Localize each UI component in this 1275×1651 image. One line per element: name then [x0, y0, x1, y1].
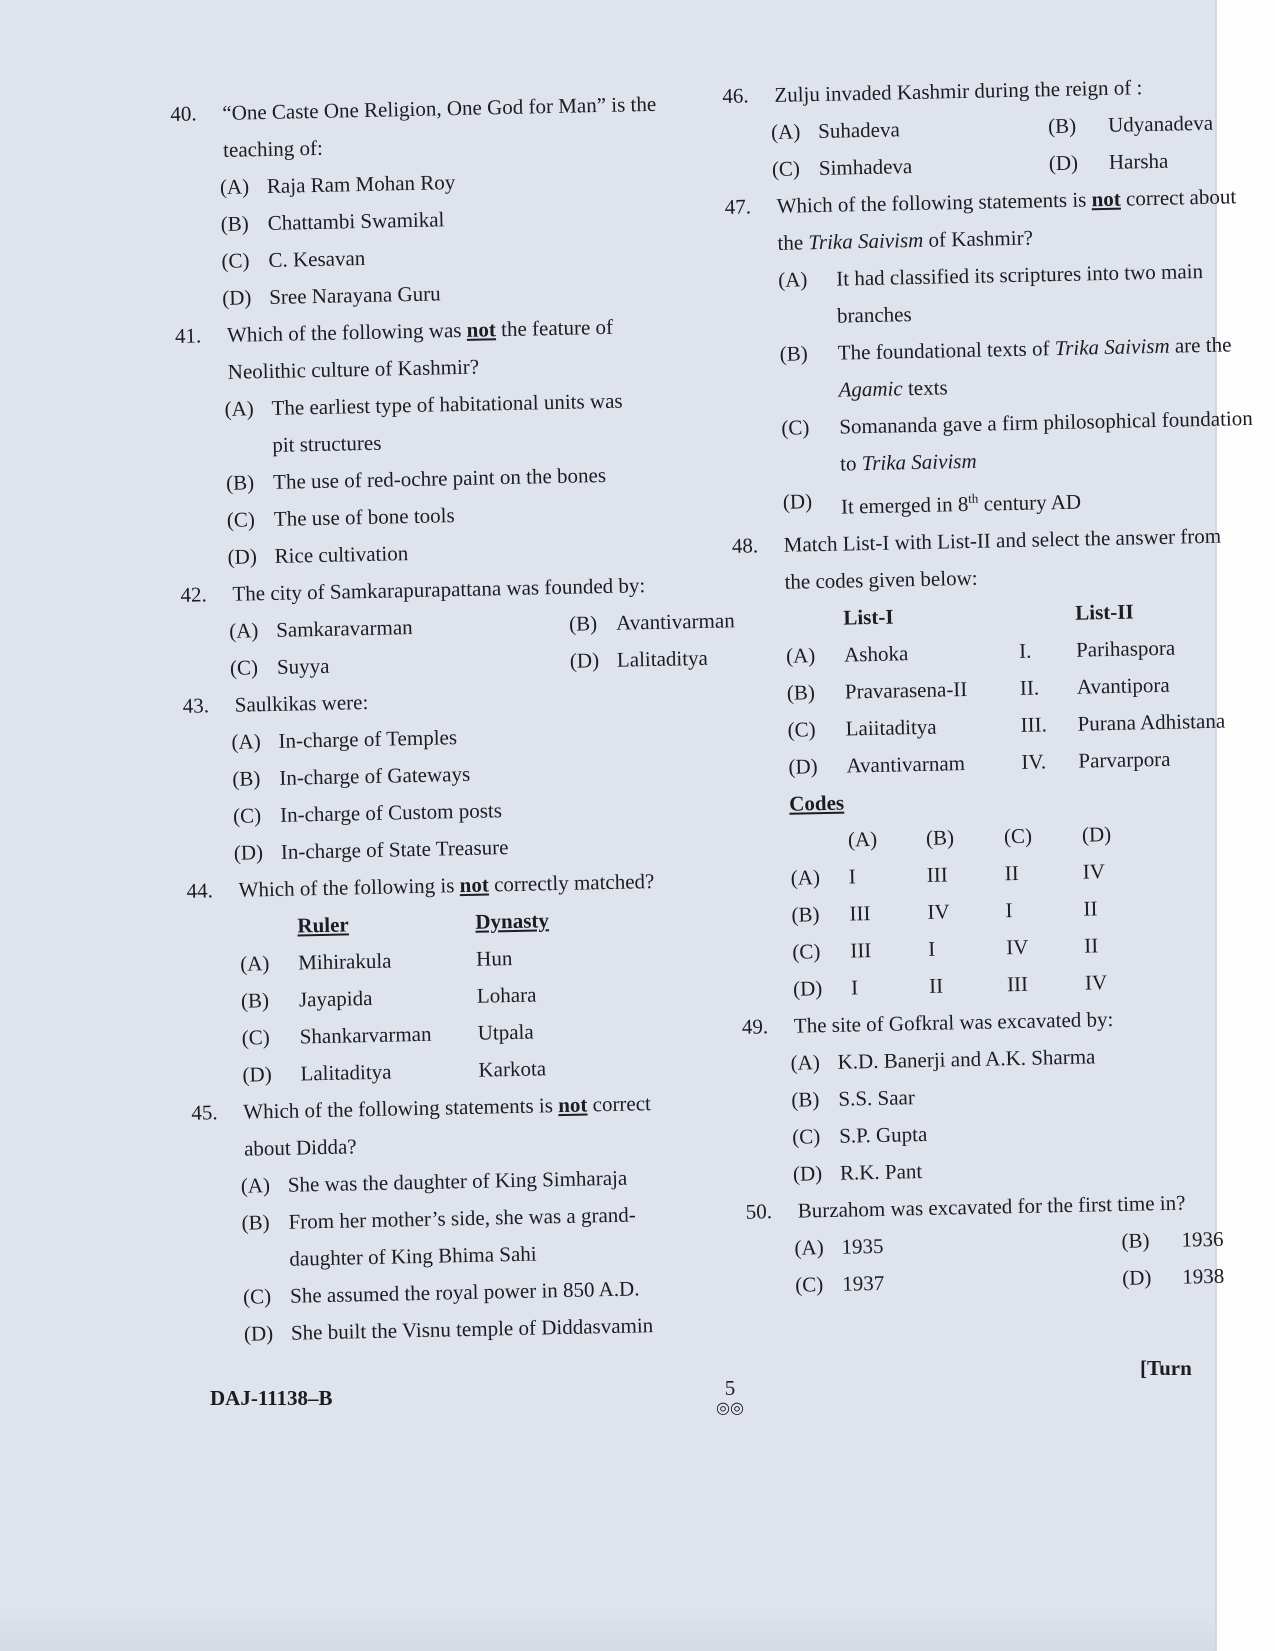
- option-text: daughter of King Bhima Sahi: [289, 1241, 537, 1271]
- option-label: (D): [233, 840, 264, 865]
- option-label: (D): [242, 1062, 272, 1087]
- option-text: Samkaravarman: [275, 615, 413, 642]
- option-text: Raja Ram Mohan Roy: [266, 170, 456, 198]
- dynasty-cell: Utpala: [477, 1019, 534, 1045]
- option-label: (A): [777, 267, 808, 292]
- ruler-cell: Shankarvarman: [299, 1021, 432, 1049]
- option-label: (A): [794, 1235, 824, 1260]
- option-text: It had classified its scriptures into two main: [835, 258, 1204, 291]
- option-label: (C): [791, 1124, 821, 1149]
- option-text: Harsha: [1108, 148, 1169, 174]
- code-cell: IV: [927, 899, 950, 924]
- option-label: (A): [790, 1050, 821, 1075]
- option-text: R.K. Pant: [839, 1159, 923, 1185]
- code-cell: II: [928, 973, 944, 998]
- match-list-table: [785, 592, 1226, 786]
- ornament-icon: ◎◎: [716, 1400, 744, 1417]
- code-cell: III: [849, 901, 871, 926]
- list1-item: Laiitaditya: [845, 714, 937, 741]
- option-text: branches: [836, 302, 912, 328]
- option-text: C. Kesavan: [268, 245, 366, 272]
- option-label: (A): [790, 865, 821, 890]
- code-cell: I: [848, 864, 857, 889]
- option-label: (C): [226, 507, 256, 532]
- option-label: (D): [1048, 150, 1079, 176]
- option-label: (A): [231, 729, 261, 754]
- option-label: (D): [792, 976, 823, 1001]
- table-row: [240, 939, 550, 982]
- question-text: correct: [587, 1091, 652, 1117]
- code-cell: I: [928, 936, 936, 961]
- option-label: (A): [219, 174, 250, 199]
- code-header: (D): [1081, 822, 1112, 847]
- page-number-block: [716, 1376, 744, 1417]
- option-label: (C): [232, 803, 262, 828]
- code-header: (A): [847, 826, 878, 852]
- option-text: Lalitaditya: [616, 645, 709, 672]
- question-number: 46.: [722, 83, 749, 108]
- ruler-cell: Mihirakula: [297, 948, 392, 975]
- option-text: 1938: [1181, 1263, 1225, 1289]
- codes-heading: Codes: [788, 790, 845, 816]
- question-text: Which of the following statements is: [776, 187, 1092, 218]
- option-label: (B): [1047, 113, 1077, 139]
- emphasis-not: not: [459, 872, 490, 898]
- option-label: (C): [787, 717, 816, 742]
- question-45: [191, 1083, 752, 1169]
- option-text: She built the Visnu temple of Diddasvamin: [290, 1313, 654, 1345]
- question-48: [731, 517, 1272, 602]
- list2-num: I.: [1018, 638, 1032, 663]
- question-text: Which of the following statements is: [243, 1093, 559, 1124]
- option-text: The foundational texts of: [837, 336, 1055, 365]
- ruler-dynasty-table: [239, 902, 552, 1093]
- option-text: Simhadeva: [818, 154, 913, 180]
- question-41: [175, 306, 736, 392]
- question-number: 48.: [731, 533, 759, 558]
- option-label: (D): [782, 489, 813, 514]
- option-text: The use of bone tools: [273, 503, 455, 531]
- question-number: 43.: [182, 693, 210, 718]
- option-label: (B): [568, 611, 598, 636]
- option-label: (D): [792, 1161, 823, 1186]
- question-text: Which of the following was: [226, 317, 467, 347]
- question-text: the codes given below:: [784, 565, 978, 594]
- question-number: 49.: [741, 1014, 769, 1039]
- code-cell: II: [1083, 933, 1099, 958]
- option-text: In-charge of State Treasure: [280, 835, 509, 864]
- list2-num: III.: [1020, 712, 1048, 737]
- code-cell: I: [1005, 898, 1013, 923]
- question-number: 47.: [724, 194, 752, 219]
- option-label: (A): [224, 396, 254, 421]
- option-label: (B): [1121, 1228, 1150, 1253]
- option-label: (A): [239, 951, 270, 976]
- question-text: Neolithic culture of Kashmir?: [227, 354, 480, 384]
- option-text: 1937: [842, 1270, 885, 1296]
- option-text: pit structures: [272, 430, 382, 457]
- option-label: (C): [781, 415, 810, 440]
- question-text: Match List-I with List-II and select the answer from: [783, 523, 1222, 557]
- option-text: 1935: [841, 1233, 884, 1259]
- option-label: (B): [786, 680, 816, 705]
- option-label: (B): [240, 988, 270, 1013]
- question-text: “One Caste One Religion, One God for Man” is the: [222, 91, 657, 125]
- turn-over-note: [Turn: [1140, 1356, 1192, 1380]
- option-text: Sree Narayana Guru: [268, 281, 441, 309]
- option-label: (B): [232, 766, 261, 791]
- question-text: correctly matched?: [488, 869, 655, 897]
- option-text: texts: [902, 375, 948, 401]
- option-text: S.S. Saar: [838, 1085, 916, 1111]
- option-label: (D): [1121, 1265, 1152, 1290]
- question-number: 40.: [170, 101, 197, 126]
- option-label: (D): [227, 544, 258, 569]
- question-text: Saulkikas were:: [234, 689, 369, 717]
- option-text: K.D. Banerji and A.K. Sharma: [837, 1044, 1096, 1074]
- code-cell: IV: [1084, 970, 1108, 995]
- ruler-cell: Jayapida: [298, 985, 373, 1012]
- list2-item: Parvarpora: [1078, 746, 1171, 773]
- option-label: (D): [243, 1321, 274, 1346]
- code-cell: IV: [1006, 934, 1029, 960]
- option-label: (B): [791, 902, 820, 927]
- option-text: It emerged in 8: [840, 491, 969, 519]
- option-text: In-charge of Custom posts: [279, 798, 503, 827]
- option-text: century AD: [978, 489, 1082, 516]
- option-label: (A): [240, 1173, 271, 1198]
- question-number: 45.: [191, 1100, 218, 1125]
- code-cell: III: [1006, 971, 1029, 997]
- dynasty-cell: Lohara: [476, 982, 537, 1008]
- option-text-italic: Agamic: [838, 376, 903, 402]
- option-text: Avantivarman: [615, 608, 735, 635]
- list2-num: IV.: [1021, 749, 1047, 774]
- option-label: (C): [792, 939, 821, 964]
- option-text: to: [839, 451, 862, 476]
- right-column: [722, 67, 1275, 1305]
- option-text: Udyanadeva: [1107, 110, 1214, 137]
- option-label: (C): [771, 156, 801, 181]
- left-column: [170, 84, 759, 1353]
- option-label: (C): [242, 1284, 272, 1309]
- table-row: [241, 976, 551, 1019]
- option-label: (C): [221, 248, 250, 273]
- option-label: (A): [770, 119, 801, 144]
- list2-num: II.: [1019, 675, 1040, 700]
- list1-item: Avantivarnam: [846, 751, 966, 778]
- option-text: Suhadeva: [817, 117, 901, 143]
- column-header-ruler: Ruler: [297, 912, 349, 938]
- option-text-italic: Trika Saivism: [1054, 333, 1170, 361]
- question-text: Which of the following is: [238, 873, 460, 902]
- option-text: In-charge of Temples: [278, 725, 458, 753]
- code-cell: I: [850, 975, 859, 1000]
- column-header-dynasty: Dynasty: [475, 908, 550, 934]
- code-header: (B): [925, 825, 955, 850]
- question-40: [170, 84, 731, 170]
- option-text: Suyya: [276, 653, 330, 679]
- code-cell: III: [926, 862, 948, 887]
- ruler-cell: Lalitaditya: [300, 1059, 392, 1086]
- question-number: 41.: [174, 323, 202, 348]
- option-label: (B): [225, 470, 255, 495]
- superscript: th: [968, 490, 979, 506]
- list2-item: Purana Adhistana: [1077, 708, 1226, 736]
- option-text: Rice cultivation: [274, 541, 409, 568]
- option-label: (C): [241, 1025, 270, 1050]
- option-text: 1936: [1181, 1226, 1224, 1252]
- question-text: about Didda?: [243, 1134, 357, 1161]
- emphasis-not: not: [1091, 186, 1122, 212]
- question-number: 42.: [180, 582, 207, 607]
- option-label: (B): [241, 1210, 270, 1235]
- emphasis-not: not: [466, 317, 497, 342]
- option-text: are the: [1169, 332, 1232, 358]
- question-number: 50.: [745, 1199, 773, 1224]
- question-number: 44.: [186, 878, 214, 903]
- code-cell: II: [1083, 896, 1098, 921]
- option-text: S.P. Gupta: [838, 1121, 928, 1148]
- question-text: The site of Gofkral was excavated by:: [793, 1007, 1114, 1038]
- option-label: (B): [779, 341, 809, 366]
- list2-header: List-II: [1075, 599, 1134, 625]
- option-text: Chattambi Swamikal: [267, 207, 445, 235]
- code-cell: III: [850, 938, 872, 963]
- option-text: She was the daughter of King Simharaja: [287, 1165, 628, 1197]
- question-text-italic: Trika Saivism: [808, 227, 924, 255]
- table-row: [242, 1050, 552, 1093]
- option-label: (A): [785, 643, 816, 668]
- question-text: teaching of:: [222, 135, 324, 162]
- option-label: (B): [791, 1087, 820, 1112]
- option-label: (D): [569, 648, 600, 673]
- table-row: [241, 1013, 551, 1056]
- option-label: (B): [220, 211, 249, 236]
- code-header: (C): [1003, 823, 1033, 849]
- option-text: The earliest type of habitational units was: [271, 388, 623, 420]
- list2-item: Parihaspora: [1075, 635, 1176, 662]
- dynasty-cell: Hun: [475, 946, 513, 971]
- question-text: Burzahom was excavated for the first time in?: [797, 1190, 1186, 1223]
- option-text-italic: Trika Saivism: [861, 448, 977, 476]
- question-47: [724, 178, 1265, 263]
- option-text: She assumed the royal power in 850 A.D.: [289, 1276, 640, 1308]
- question-text: the: [777, 230, 809, 255]
- option-text: Somananda gave a firm philosophical foundation: [839, 405, 1253, 439]
- question-text: the feature of: [495, 314, 614, 342]
- option-text: In-charge of Gateways: [279, 761, 471, 790]
- question-text: The city of Samkarapurapattana was founded by:: [232, 573, 646, 606]
- option-text: The use of red-ochre paint on the bones: [272, 462, 607, 494]
- code-cell: II: [1004, 860, 1019, 886]
- option-label: (D): [788, 754, 818, 779]
- dynasty-cell: Karkota: [478, 1056, 547, 1082]
- codes-table: [790, 816, 1115, 1008]
- question-text: of Kashmir?: [923, 225, 1034, 252]
- option-label: (C): [795, 1272, 824, 1297]
- list1-header: List-I: [843, 604, 894, 630]
- scan-shading: [0, 1611, 1215, 1651]
- paper-code: DAJ-11138–B: [210, 1386, 333, 1410]
- code-cell: IV: [1082, 859, 1106, 884]
- question-text: correct about: [1120, 184, 1237, 211]
- list1-item: Ashoka: [843, 641, 909, 667]
- question-text: Zulju invaded Kashmir during the reign of :: [774, 75, 1143, 107]
- option-label: (A): [228, 618, 259, 643]
- list1-item: Pravarasena-II: [844, 677, 968, 704]
- page-number: 5: [724, 1376, 736, 1400]
- emphasis-not: not: [557, 1092, 588, 1118]
- option-label: (D): [221, 285, 252, 310]
- option-text: From her mother’s side, she was a grand-: [288, 1202, 636, 1234]
- option-label: (C): [229, 655, 259, 680]
- list2-item: Avantipora: [1076, 672, 1170, 699]
